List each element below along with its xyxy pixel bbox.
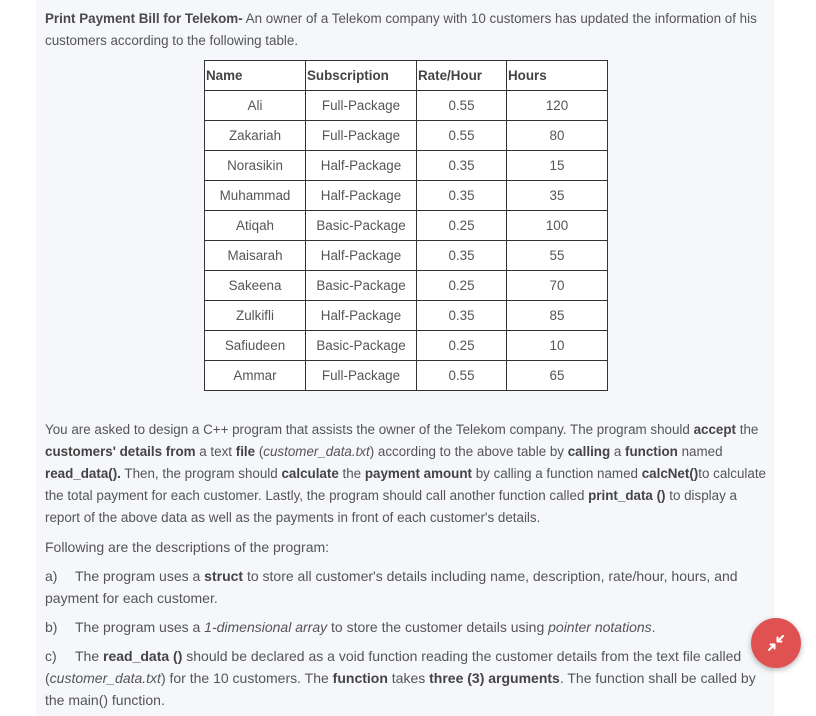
text: a text (195, 444, 236, 459)
text: . (651, 619, 656, 635)
bold-text: print_data () (588, 488, 666, 503)
cell-hours: 80 (507, 121, 608, 151)
cell-hours: 55 (507, 241, 608, 271)
cell-name: Maisarah (205, 241, 306, 271)
table-row (205, 271, 608, 301)
table-row (205, 301, 608, 331)
table-row (205, 181, 608, 211)
text: to calculate the total payment for each customer. Lastly, the program should call another function called (45, 466, 767, 503)
bold-text: file (235, 444, 256, 459)
cell-hours: 15 (507, 151, 608, 181)
cell-rate: 0.25 (417, 331, 507, 361)
bold-text: function (625, 444, 678, 459)
text: the (338, 466, 365, 481)
descriptions-heading: Following are the descriptions of the program: (45, 539, 330, 555)
text: The (75, 648, 104, 664)
header-hours: Hours (507, 61, 608, 91)
cell-subscription: Half-Package (306, 301, 417, 331)
italic-text: customer_data.txt (263, 444, 370, 459)
item-label: c) (45, 648, 57, 664)
table-row (205, 361, 608, 391)
text: to store the customer details using (327, 619, 549, 635)
description-item-b (45, 616, 765, 638)
cell-name: Atiqah (205, 211, 306, 241)
text: a (610, 444, 626, 459)
cell-name: Norasikin (205, 151, 306, 181)
collapse-button[interactable] (751, 618, 801, 668)
bold-text: struct (204, 568, 244, 584)
description-item-c (45, 645, 765, 711)
cell-subscription: Full-Package (306, 91, 417, 121)
cell-hours: 65 (507, 361, 608, 391)
bold-text: calling (567, 444, 611, 459)
italic-text: 1-dimensional array (204, 619, 328, 635)
text: ( (255, 444, 264, 459)
cell-rate: 0.25 (417, 271, 507, 301)
text: The program uses a (75, 568, 205, 584)
bold-text: calculate (281, 466, 339, 481)
bold-text: read_data(). (45, 466, 121, 481)
cell-subscription: Basic-Package (306, 331, 417, 361)
table-header-row (205, 61, 608, 91)
bold-text: calcNet() (641, 466, 699, 481)
text: to display a report of the above data as well as the payments in front of each customer's details. (45, 488, 737, 525)
item-label: b) (45, 619, 58, 635)
cell-name: Muhammad (205, 181, 306, 211)
cell-hours: 120 (507, 91, 608, 121)
bold-text: function (332, 670, 388, 686)
text: ) for the 10 customers. The (160, 670, 333, 686)
cell-hours: 100 (507, 211, 608, 241)
text: Then, the program should (120, 466, 282, 481)
cell-rate: 0.35 (417, 151, 507, 181)
cell-hours: 10 (507, 331, 608, 361)
cell-name: Zakariah (205, 121, 306, 151)
header-subscription: Subscription (306, 61, 417, 91)
customer-table (204, 60, 608, 391)
cell-subscription: Half-Package (306, 241, 417, 271)
text: should be declared as a void function reading the customer details from the text file called ( (45, 648, 742, 686)
cell-hours: 85 (507, 301, 608, 331)
table-row (205, 121, 608, 151)
text: You are asked to design a C++ program that assists the owner of the Telekom company. The program should (45, 422, 694, 437)
table-row (205, 241, 608, 271)
cell-rate: 0.55 (417, 121, 507, 151)
table-row (205, 211, 608, 241)
italic-text: pointer notations (548, 619, 652, 635)
cell-subscription: Full-Package (306, 361, 417, 391)
cell-subscription: Half-Package (306, 151, 417, 181)
cell-hours: 70 (507, 271, 608, 301)
cell-subscription: Half-Package (306, 181, 417, 211)
bold-text: customers' details from (45, 444, 196, 459)
italic-text: customer_data.txt (49, 670, 161, 686)
bold-text: read_data () (103, 648, 183, 664)
cell-name: Safiudeen (205, 331, 306, 361)
intro-paragraph (45, 8, 763, 52)
bold-text: payment amount (364, 466, 472, 481)
text: named (677, 444, 723, 459)
table-row (205, 151, 608, 181)
cell-subscription: Basic-Package (306, 271, 417, 301)
text: The program uses a (75, 619, 205, 635)
text: to store all customer's details including name, description, rate/hour, hours, and payment for each customer. (45, 568, 738, 606)
cell-hours: 35 (507, 181, 608, 211)
text: ) according to the above table by (369, 444, 568, 459)
text: the (736, 422, 759, 437)
text: takes (387, 670, 430, 686)
cell-rate: 0.35 (417, 181, 507, 211)
bold-text: accept (693, 422, 737, 437)
cell-subscription: Full-Package (306, 121, 417, 151)
item-label: a) (45, 568, 58, 584)
bold-text: three (3) arguments (429, 670, 560, 686)
task-paragraph (45, 419, 770, 529)
question-header (45, 8, 763, 52)
cell-name: Sakeena (205, 271, 306, 301)
question-title: Print Payment Bill for Telekom- (45, 11, 243, 26)
header-rate: Rate/Hour (417, 61, 507, 91)
cell-rate: 0.35 (417, 241, 507, 271)
collapse-arrows-icon (767, 634, 785, 652)
text: . The function shall be called by the main() function. (45, 670, 756, 708)
cell-rate: 0.35 (417, 301, 507, 331)
text: by calling a function named (471, 466, 642, 481)
cell-subscription: Basic-Package (306, 211, 417, 241)
table-row (205, 91, 608, 121)
table-body (205, 91, 608, 391)
description-item-a (45, 565, 765, 609)
cell-name: Ammar (205, 361, 306, 391)
cell-name: Ali (205, 91, 306, 121)
cell-name: Zulkifli (205, 301, 306, 331)
intro-text: An owner of a Telekom company with 10 customers has updated the information of his customers according to the following table. (45, 11, 757, 48)
cell-rate: 0.25 (417, 211, 507, 241)
cell-rate: 0.55 (417, 361, 507, 391)
cell-rate: 0.55 (417, 91, 507, 121)
table-row (205, 331, 608, 361)
header-name: Name (205, 61, 306, 91)
